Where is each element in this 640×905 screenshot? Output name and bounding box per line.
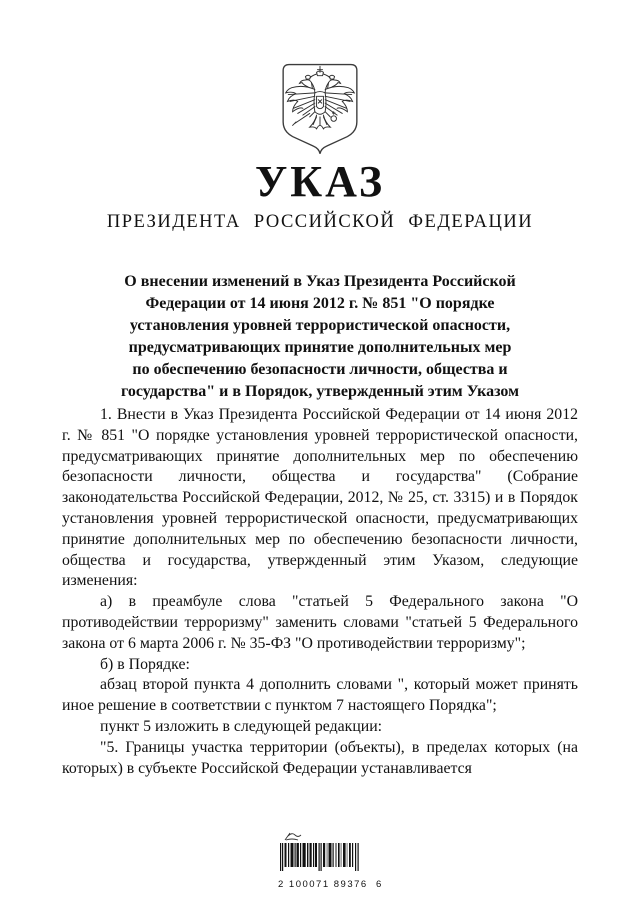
title-line: Федерации от 14 июня 2012 г. № 851 "О порядке [145, 295, 495, 312]
title-line: государства" и в Порядок, утвержденный этим Указом [120, 383, 520, 400]
body-paragraph: а) в преамбуле слова "статьей 5 Федерального закона "О противодействии терроризму" заменить словами "статьей 5 Федерального закона от 6 марта 2006 г. № 35-ФЗ "О противодействии терроризму"; [62, 593, 578, 652]
issuer-heading: ПРЕЗИДЕНТА РОССИЙСКОЙ ФЕДЕРАЦИИ [106, 212, 534, 232]
scribble-mark-icon [284, 832, 304, 842]
barcode-bars [280, 843, 360, 873]
document-type-heading: УКАЗ [254, 157, 386, 206]
coat-of-arms-icon [277, 62, 363, 158]
body-paragraph: "5. Границы участка территории (объекты), в пределах которых (на которых) в субъекте Российской Федерации устанавливается [62, 738, 578, 777]
barcode-digits: 2 100071 89376 6 [278, 879, 383, 890]
body-paragraph: б) в Порядке: [100, 655, 190, 673]
document-title [0, 271, 640, 403]
title-line: по обеспечению безопасности личности, общества и [132, 361, 508, 378]
barcode [278, 832, 383, 890]
body-paragraph: 1. Внести в Указ Президента Российской Федерации от 14 июня 2012 г. № 851 "О порядке установления уровней террористической опасности, предусматривающих принятие дополнительных мер по обеспечению безопасности личности, общества и государства" (Собрание законодательства Российской Федерации, 2012, № 25, ст. 3315) и в Порядок установления уровней террористической опасности, предусматривающих принятие дополнительных мер по обеспечению безопасности личности, общества и государства, утвержденный этим Указом, следующие изменения: [62, 406, 578, 590]
body-paragraph: абзац второй пункта 4 дополнить словами ", который может принять иное решение в соответствии с пунктом 7 настоящего Порядка"; [62, 676, 578, 715]
body-paragraph: пункт 5 изложить в следующей редакции: [100, 717, 383, 735]
document-body [62, 405, 578, 779]
title-line: установления уровней террористической опасности, [129, 317, 511, 334]
title-line: О внесении изменений в Указ Президента Российской [124, 273, 516, 290]
title-line: предусматривающих принятие дополнительных мер [128, 339, 512, 356]
